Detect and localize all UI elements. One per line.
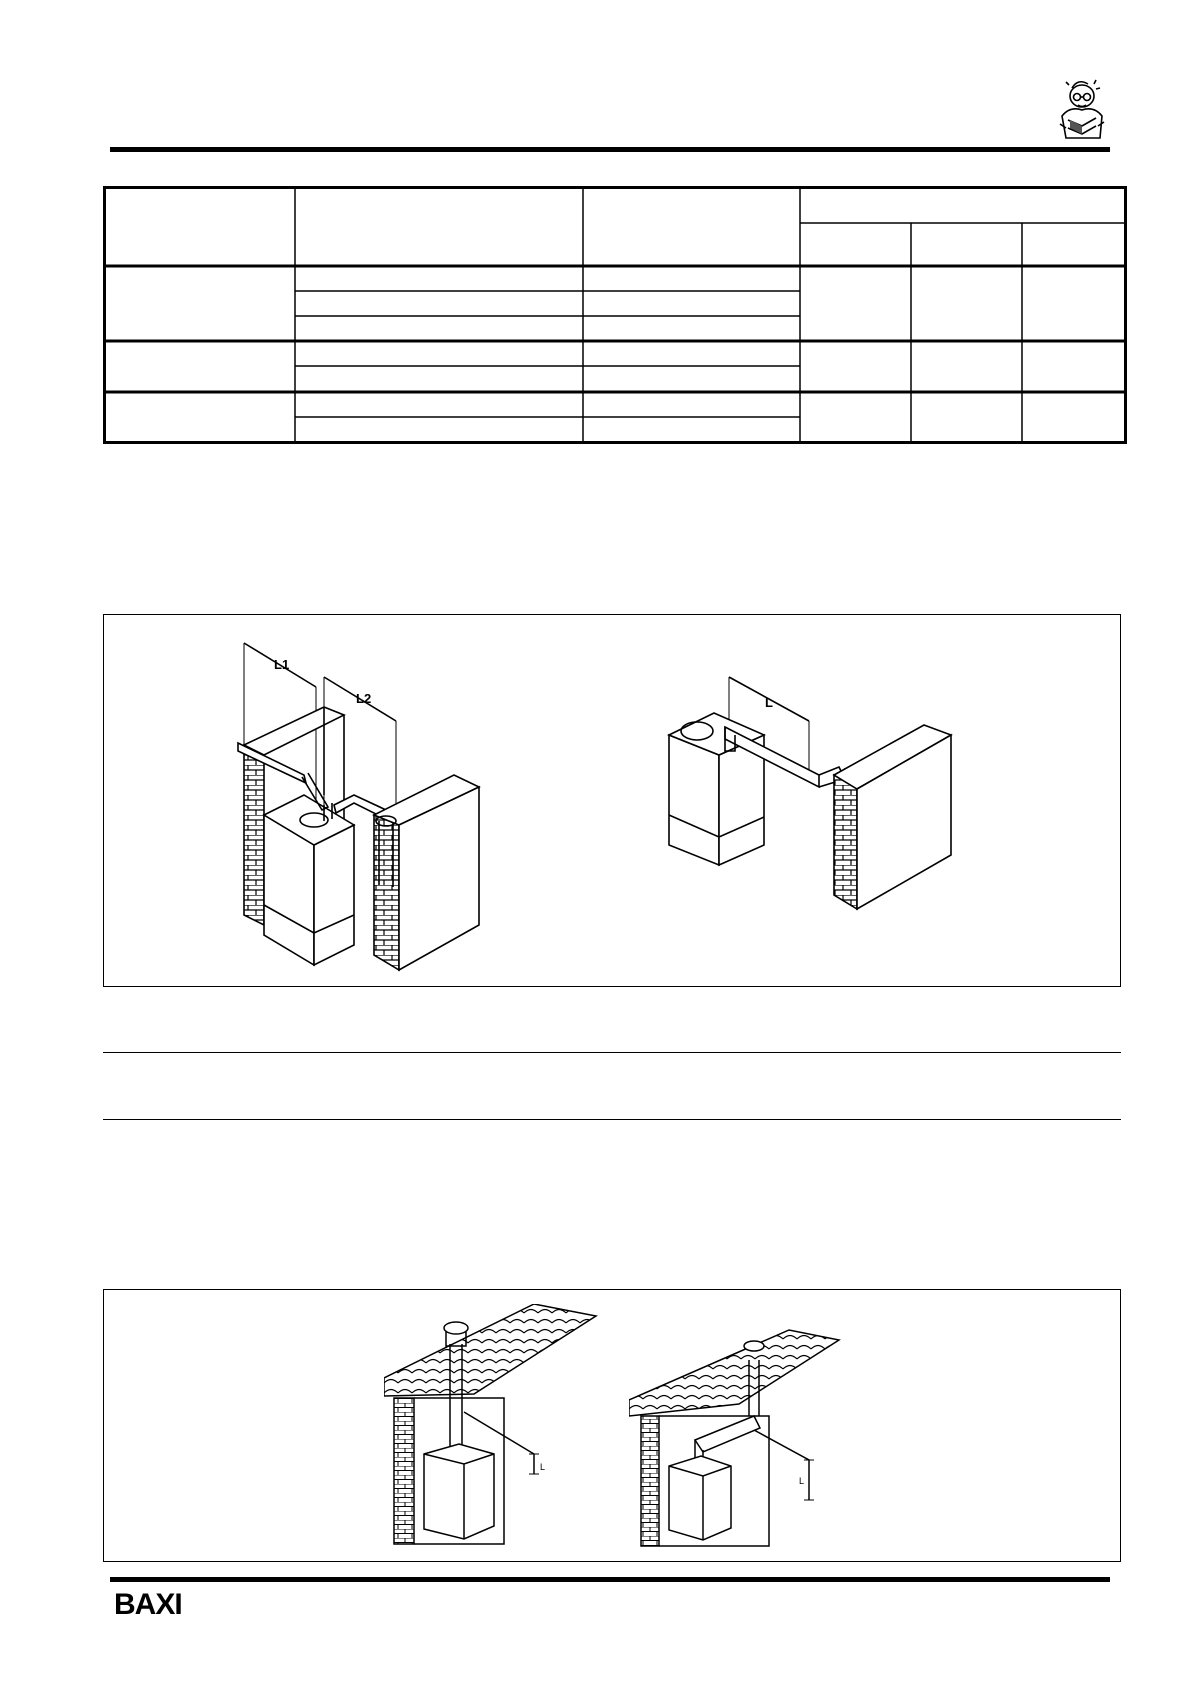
flue-diagram-vertical-roof-b <box>629 1320 889 1560</box>
figure-1-frame <box>103 614 1121 987</box>
dimension-label-l-a: L <box>540 1462 546 1472</box>
section-rule-top <box>103 1052 1121 1053</box>
dimension-label-l1: L1 <box>274 657 290 672</box>
footer-rule <box>110 1577 1110 1582</box>
dimension-label-l-b: L <box>799 1476 805 1486</box>
dimension-label-l2: L2 <box>356 691 372 706</box>
flue-diagram-coaxial-horizontal <box>659 665 1079 975</box>
figure-2-frame <box>103 1289 1121 1562</box>
dimension-label-l: L <box>765 695 773 710</box>
reader-mascot-icon <box>1052 76 1112 144</box>
header-rule <box>110 147 1110 152</box>
spec-table <box>103 186 1127 444</box>
brand-logo: BAXI <box>114 1588 182 1621</box>
flue-diagram-vertical-roof-a <box>384 1304 624 1554</box>
section-rule-bottom <box>103 1119 1121 1120</box>
flue-diagram-twin-pipe <box>224 625 644 975</box>
